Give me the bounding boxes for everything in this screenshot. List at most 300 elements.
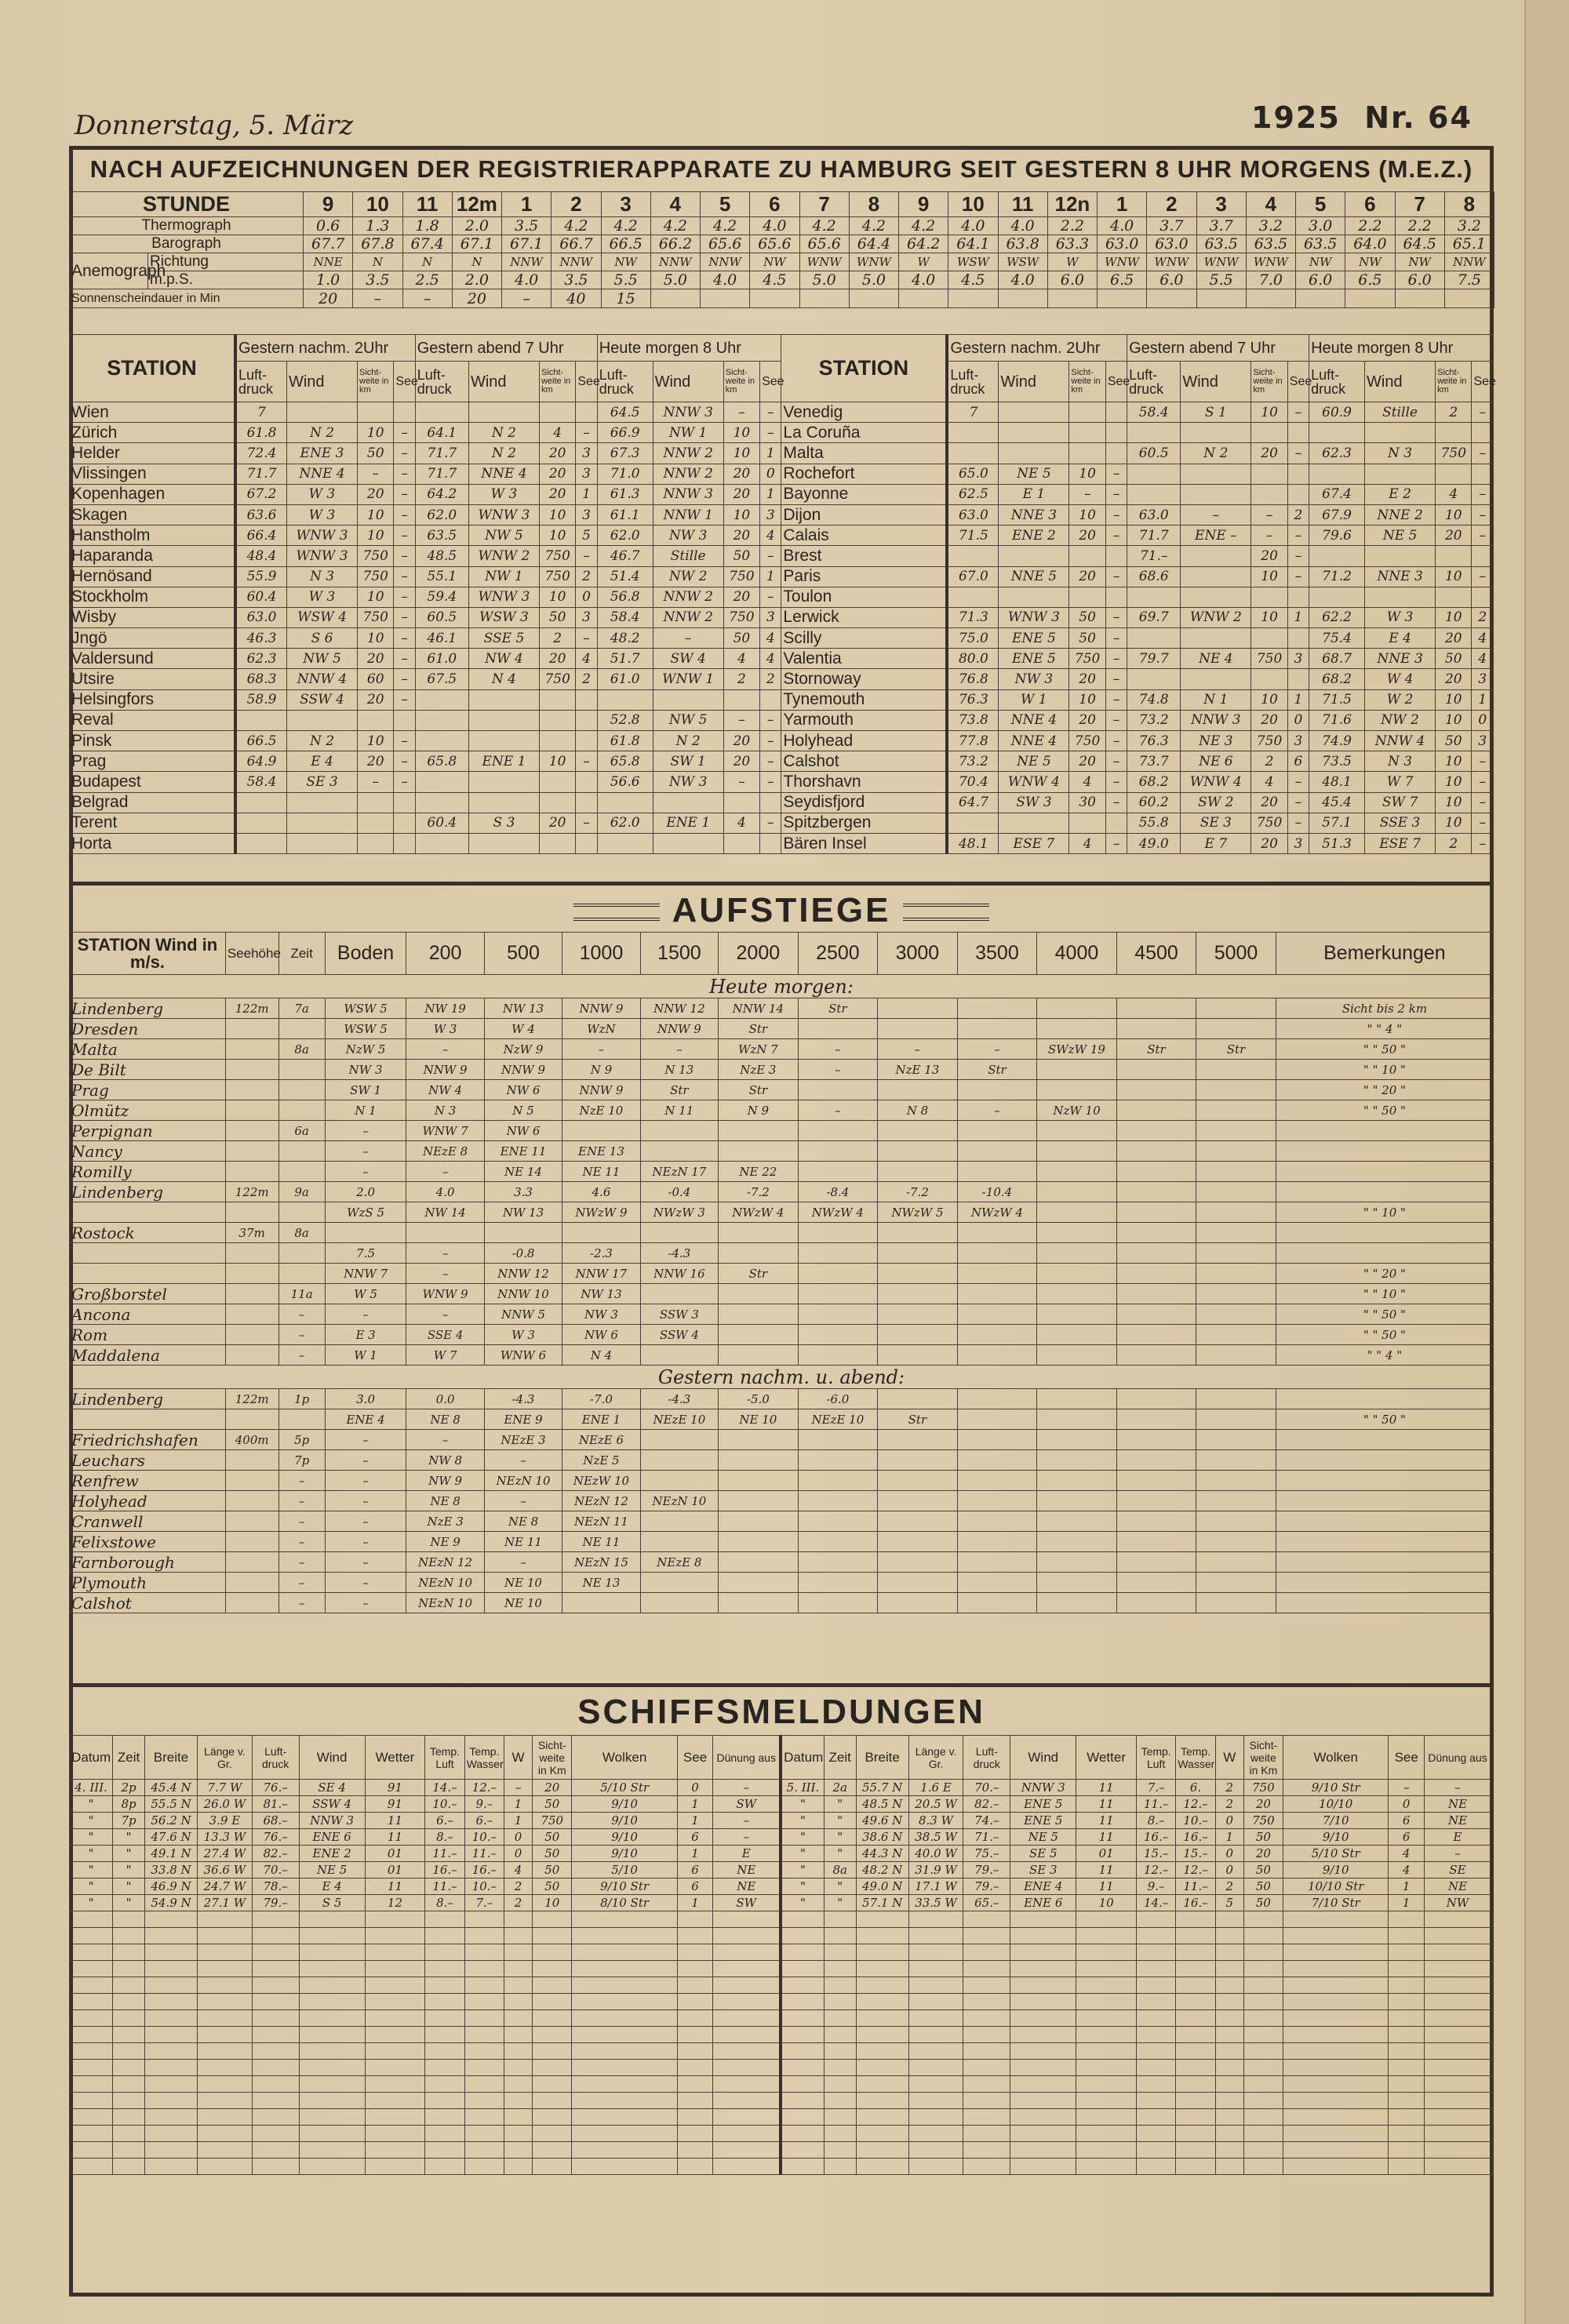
ascent-value — [1116, 1141, 1196, 1162]
ascent-value — [1037, 1409, 1117, 1430]
station-value: NNE 2 — [1365, 504, 1436, 525]
ship-value: 7.7 W — [198, 1780, 253, 1796]
ascent-value: NNW 5 — [484, 1304, 562, 1325]
station-value: WNW 3 — [468, 504, 539, 525]
ship-value: 2 — [504, 1878, 533, 1895]
ship-empty-cell — [1243, 2109, 1283, 2126]
station-value: 50 — [1436, 731, 1472, 751]
ascent-value — [1276, 1141, 1493, 1162]
ship-empty-cell — [198, 2109, 253, 2126]
ship-value: 0 — [1389, 1796, 1425, 1813]
ship-empty-cell — [713, 2109, 781, 2126]
ship-empty-cell — [113, 1928, 145, 1944]
ship-empty-cell — [1010, 2109, 1076, 2126]
ship-value: E — [1424, 1829, 1492, 1846]
sun-value — [849, 289, 898, 308]
ship-value: 10.– — [464, 1829, 504, 1846]
dir-value: WNW — [849, 253, 898, 271]
ship-empty-cell — [908, 2159, 963, 2175]
station-value — [576, 772, 597, 792]
ship-empty-cell — [1176, 1994, 1215, 2010]
ship-empty-cell — [299, 2043, 365, 2060]
ship-empty-cell — [113, 2142, 145, 2159]
station-value: – — [1105, 751, 1127, 772]
ascent-value: NNW 9 — [484, 1060, 562, 1080]
station-value: 750 — [539, 669, 575, 689]
station-value: 76.8 — [947, 669, 998, 689]
table-row — [70, 217, 1494, 235]
station-value — [1287, 669, 1309, 689]
station-value: E 2 — [1365, 484, 1436, 504]
station-value: 20 — [1069, 710, 1105, 730]
ship-empty-cell — [70, 1928, 113, 1944]
sub-header: Sicht-weite in km — [358, 362, 394, 402]
ascent-value: – — [878, 1039, 958, 1060]
station-value: NNE 4 — [468, 464, 539, 484]
ascent-value: – — [278, 1325, 325, 1345]
ship-empty-cell — [504, 1944, 533, 1961]
station-value: – — [760, 546, 781, 566]
ship-empty-cell — [113, 2076, 145, 2093]
aufstiege-table — [69, 932, 1494, 1613]
table-row — [70, 2093, 1493, 2109]
hour-cell: 2 — [552, 192, 601, 217]
station-value: 79.6 — [1309, 526, 1365, 546]
ascent-value: NEzE 10 — [798, 1409, 878, 1430]
ascent-value: -7.0 — [562, 1389, 640, 1409]
station-value: 56.6 — [597, 772, 653, 792]
ascent-value: – — [406, 1039, 484, 1060]
ascent-value: – — [325, 1491, 406, 1511]
schiff-block — [69, 1735, 1494, 2175]
ship-empty-cell — [1136, 2060, 1175, 2076]
sun-value — [1246, 289, 1295, 308]
station-value — [1127, 484, 1181, 504]
ascent-station: Lindenberg — [70, 1389, 226, 1409]
ship-value: – — [713, 1780, 781, 1796]
station-name: Valentia — [781, 649, 948, 669]
station-name: Belgrad — [70, 792, 236, 813]
station-value: N 4 — [468, 669, 539, 689]
ascent-value — [225, 1532, 278, 1552]
speed-value: 5.0 — [799, 271, 849, 289]
ascent-value — [225, 1202, 278, 1223]
ascent-value — [1276, 1121, 1493, 1141]
station-value: 60.5 — [415, 607, 468, 627]
sun-value — [650, 289, 700, 308]
ship-empty-cell — [1176, 1928, 1215, 1944]
station-name: Tynemouth — [781, 689, 948, 710]
station-value: – — [1105, 689, 1127, 710]
station-value — [286, 402, 357, 423]
station-value: NNE 3 — [1365, 566, 1436, 587]
ship-empty-cell — [144, 2027, 197, 2043]
ship-value: 11.– — [1176, 1878, 1215, 1895]
ascent-value — [225, 1162, 278, 1182]
ship-empty-cell — [1136, 1994, 1175, 2010]
ship-empty-cell — [144, 1911, 197, 1928]
ascent-value: Str — [640, 1080, 718, 1100]
station-value: – — [1105, 792, 1127, 813]
ship-empty-cell — [198, 1977, 253, 1994]
ascent-value — [1276, 1389, 1493, 1409]
ship-value: NE 5 — [299, 1862, 365, 1878]
ship-empty-cell — [425, 1911, 464, 1928]
ascent-value: 7a — [278, 998, 325, 1019]
ship-empty-cell — [1136, 2076, 1175, 2093]
ship-empty-cell — [70, 1961, 113, 1977]
ascent-value — [1116, 1345, 1196, 1366]
ship-empty-cell — [713, 1977, 781, 1994]
registry-table — [69, 191, 1494, 308]
station-value: 2 — [576, 669, 597, 689]
aufstiege-header: Bemerkungen — [1276, 933, 1493, 975]
ascent-value: -4.3 — [640, 1389, 718, 1409]
ship-empty-cell — [908, 2142, 963, 2159]
ship-empty-cell — [572, 1977, 677, 1994]
ascent-value — [798, 1471, 878, 1491]
hour-cell: 9 — [899, 192, 948, 217]
station-value: 71.7 — [235, 464, 286, 484]
ascent-station — [70, 1264, 226, 1284]
ship-empty-cell — [113, 1911, 145, 1928]
station-value: NNW 2 — [653, 464, 723, 484]
station-value: – — [394, 443, 415, 464]
ship-header: Wind — [1010, 1736, 1076, 1780]
table-row — [70, 731, 1494, 751]
station-value — [468, 792, 539, 813]
ship-empty-cell — [908, 2043, 963, 2060]
station-value: N 2 — [653, 731, 723, 751]
station-value — [1127, 423, 1181, 443]
station-value: S 6 — [286, 628, 357, 649]
station-value: – — [1472, 504, 1494, 525]
ascent-value — [1037, 1430, 1117, 1450]
ascent-value: NNW 14 — [719, 998, 799, 1019]
station-name: Horta — [70, 833, 236, 853]
station-value: 49.0 — [1127, 833, 1181, 853]
ascent-value: NE 10 — [484, 1593, 562, 1613]
ascent-value: – — [325, 1304, 406, 1325]
ship-value: 91 — [365, 1780, 425, 1796]
ship-empty-cell — [856, 2109, 908, 2126]
ascent-value — [878, 1019, 958, 1039]
station-value: 4 — [760, 526, 781, 546]
ascent-value — [225, 1141, 278, 1162]
ship-value: 17.1 W — [908, 1878, 963, 1895]
ascent-value — [1196, 1573, 1276, 1593]
ship-empty-cell — [677, 1928, 713, 1944]
ship-empty-cell — [1010, 1961, 1076, 1977]
ship-value: 3.9 E — [198, 1813, 253, 1829]
station-value — [1181, 464, 1251, 484]
station-value: 20 — [539, 813, 575, 833]
station-header: STATION — [781, 335, 948, 402]
ship-empty-cell — [1215, 2043, 1243, 2060]
station-value: 63.6 — [235, 504, 286, 525]
ascent-value — [1196, 1450, 1276, 1471]
ship-header: Datum — [781, 1736, 824, 1780]
ship-empty-cell — [1215, 1928, 1243, 1944]
ship-empty-cell — [824, 2109, 856, 2126]
ship-empty-cell — [504, 2126, 533, 2142]
thermo-value: 3.5 — [502, 217, 552, 235]
ship-empty-cell — [425, 1928, 464, 1944]
ascent-value — [640, 1450, 718, 1471]
ship-empty-cell — [252, 1994, 299, 2010]
station-value: 67.9 — [1309, 504, 1365, 525]
ascent-value — [798, 1141, 878, 1162]
ship-empty-cell — [781, 2126, 824, 2142]
station-value: 46.3 — [235, 628, 286, 649]
sub-header: See — [760, 362, 781, 402]
ship-value: 15.– — [1136, 1846, 1175, 1862]
ascent-value — [957, 1243, 1037, 1264]
ship-empty-cell — [70, 2093, 113, 2109]
ship-empty-cell — [144, 1961, 197, 1977]
station-value — [760, 689, 781, 710]
station-value: 750 — [723, 607, 759, 627]
station-value — [1181, 587, 1251, 607]
ascent-value: NE 10 — [719, 1409, 799, 1430]
station-value: 68.7 — [1309, 649, 1365, 669]
station-value: – — [1287, 772, 1309, 792]
ship-empty-cell — [1010, 2159, 1076, 2175]
station-value: – — [1287, 792, 1309, 813]
station-value — [358, 402, 394, 423]
station-value: – — [576, 423, 597, 443]
ship-empty-cell — [824, 2142, 856, 2159]
ship-empty-cell — [824, 1961, 856, 1977]
ascent-station: Romilly — [70, 1162, 226, 1182]
ship-empty-cell — [781, 2109, 824, 2126]
ship-empty-cell — [677, 2142, 713, 2159]
group-header: Gestern abend 7 Uhr — [415, 335, 597, 362]
ship-empty-cell — [677, 2076, 713, 2093]
station-value: 750 — [1069, 649, 1105, 669]
station-value — [235, 833, 286, 853]
ship-value: 79.– — [963, 1862, 1010, 1878]
ship-header: Zeit — [824, 1736, 856, 1780]
ascent-value: N 4 — [562, 1345, 640, 1366]
speed-value: 4.0 — [998, 271, 1047, 289]
table-row — [70, 1573, 1494, 1593]
ascent-value: NzW 10 — [1037, 1100, 1117, 1121]
ship-value: 9/10 — [1283, 1829, 1389, 1846]
station-value — [653, 689, 723, 710]
ascent-value: SSE 4 — [406, 1325, 484, 1345]
ship-empty-cell — [1176, 2142, 1215, 2159]
ascent-value: NEzE 10 — [640, 1409, 718, 1430]
ascent-value: – — [278, 1532, 325, 1552]
ascent-value: NW 9 — [406, 1471, 484, 1491]
sub-header: See — [1105, 362, 1127, 402]
station-value: 48.2 — [597, 628, 653, 649]
speed-value: 6.0 — [1047, 271, 1097, 289]
station-value: 80.0 — [947, 649, 998, 669]
ship-value: 2 — [1215, 1780, 1243, 1796]
ship-empty-cell — [504, 2027, 533, 2043]
hour-cell: 6 — [750, 192, 799, 217]
ship-empty-cell — [1076, 2109, 1137, 2126]
baro-value: 63.5 — [1296, 235, 1345, 253]
ascent-value: – — [640, 1039, 718, 1060]
station-value: 1 — [760, 484, 781, 504]
ascent-value: N 11 — [640, 1100, 718, 1121]
station-value: 1 — [760, 566, 781, 587]
ship-empty-cell — [299, 1928, 365, 1944]
station-value: 73.7 — [1127, 751, 1181, 772]
ascent-value: – — [325, 1141, 406, 1162]
station-value: – — [1287, 813, 1309, 833]
ship-value: 13.3 W — [198, 1829, 253, 1846]
table-row — [70, 1345, 1494, 1366]
ascent-value — [798, 1284, 878, 1304]
sun-value — [998, 289, 1047, 308]
ship-value: 2 — [1215, 1796, 1243, 1813]
ascent-value: NNW 16 — [640, 1264, 718, 1284]
ascent-station: Ancona — [70, 1304, 226, 1325]
evening-note: Gestern nachm. u. abend: — [70, 1366, 1494, 1389]
station-value: 73.8 — [947, 710, 998, 730]
station-value: – — [1069, 484, 1105, 504]
dir-value: NW — [1296, 253, 1345, 271]
ascent-value — [798, 1121, 878, 1141]
station-value — [723, 689, 759, 710]
ship-empty-cell — [572, 2159, 677, 2175]
station-value: WNW 2 — [1181, 607, 1251, 627]
ship-empty-cell — [504, 2060, 533, 2076]
station-value: 67.5 — [415, 669, 468, 689]
station-value: 20 — [1069, 566, 1105, 587]
table-row — [70, 253, 1494, 271]
station-value: W 4 — [1365, 669, 1436, 689]
ascent-value — [1196, 1202, 1276, 1223]
station-value: 62.3 — [1309, 443, 1365, 464]
speed-value: 6.5 — [1345, 271, 1395, 289]
ascent-value: W 3 — [406, 1019, 484, 1039]
ascent-value — [1196, 1532, 1276, 1552]
ship-empty-cell — [908, 1961, 963, 1977]
station-value: 48.4 — [235, 546, 286, 566]
station-value: 20 — [1251, 833, 1287, 853]
ship-value: 0 — [1215, 1846, 1243, 1862]
ship-empty-cell — [713, 1961, 781, 1977]
ship-empty-cell — [365, 2010, 425, 2027]
station-value: WSW 3 — [468, 607, 539, 627]
ascent-value — [878, 1264, 958, 1284]
ship-empty-cell — [1283, 2010, 1389, 2027]
station-value: 750 — [358, 546, 394, 566]
station-value — [1251, 587, 1287, 607]
ship-value: 9/10 — [572, 1846, 677, 1862]
ship-value: 7p — [113, 1813, 145, 1829]
ascent-value: SWzW 19 — [1037, 1039, 1117, 1060]
ship-empty-cell — [198, 1928, 253, 1944]
station-value: Stille — [1365, 402, 1436, 423]
station-value: 10 — [1436, 772, 1472, 792]
table-row — [70, 1994, 1493, 2010]
table-row — [70, 335, 1494, 362]
ship-empty-cell — [1010, 1911, 1076, 1928]
station-value — [1251, 669, 1287, 689]
ascent-value — [1196, 1552, 1276, 1573]
ship-empty-cell — [1389, 1977, 1425, 1994]
thermo-value: 0.6 — [304, 217, 353, 235]
ascent-value — [1196, 1304, 1276, 1325]
station-value: 64.1 — [415, 423, 468, 443]
ascent-value: " " 10 " — [1276, 1060, 1493, 1080]
ship-value: 50 — [1243, 1878, 1283, 1895]
ascent-value — [640, 1573, 718, 1593]
station-value: 10 — [539, 587, 575, 607]
station-value: 3 — [576, 607, 597, 627]
ascent-value: Str — [719, 1019, 799, 1039]
sub-header: Sicht-weite in km — [723, 362, 759, 402]
dir-value: N — [402, 253, 452, 271]
station-value: SW 7 — [1365, 792, 1436, 813]
ship-value: 50 — [1243, 1862, 1283, 1878]
ship-value: 0 — [1215, 1813, 1243, 1829]
baro-value: 64.0 — [1345, 235, 1395, 253]
ship-empty-cell — [963, 1944, 1010, 1961]
station-value: 71.6 — [1309, 710, 1365, 730]
ascent-value — [878, 1593, 958, 1613]
station-value: – — [760, 402, 781, 423]
station-value: NW 2 — [1365, 710, 1436, 730]
ascent-value — [225, 1325, 278, 1345]
station-value: 67.0 — [947, 566, 998, 587]
ship-value: 6 — [1389, 1829, 1425, 1846]
hour-cell: 12m — [452, 192, 501, 217]
station-value — [1472, 587, 1494, 607]
ship-empty-cell — [1176, 2027, 1215, 2043]
station-name: Bären Insel — [781, 833, 948, 853]
ascent-value — [1037, 1223, 1117, 1243]
station-value — [358, 813, 394, 833]
ship-value: 7/10 Str — [1283, 1895, 1389, 1911]
station-value: ENE 2 — [999, 526, 1069, 546]
ship-value: 2 — [1215, 1878, 1243, 1895]
station-value: 71.5 — [947, 526, 998, 546]
ship-empty-cell — [781, 2060, 824, 2076]
station-name: Pinsk — [70, 731, 236, 751]
station-value — [539, 689, 575, 710]
ascent-value: NNW 9 — [562, 998, 640, 1019]
ship-value: 12.– — [1176, 1796, 1215, 1813]
ship-value: 54.9 N — [144, 1895, 197, 1911]
ascent-value — [640, 1223, 718, 1243]
thermo-value: 3.7 — [1147, 217, 1196, 235]
station-value: 20 — [1069, 526, 1105, 546]
ascent-value — [957, 1389, 1037, 1409]
ship-empty-cell — [856, 2060, 908, 2076]
station-value: – — [394, 423, 415, 443]
ship-empty-cell — [1243, 1944, 1283, 1961]
ascent-value: NNW 10 — [484, 1284, 562, 1304]
station-value — [1365, 587, 1436, 607]
station-value: 750 — [539, 566, 575, 587]
ship-header: Wolken — [1283, 1736, 1389, 1780]
station-value: 750 — [1436, 443, 1472, 464]
ascent-value — [278, 1264, 325, 1284]
station-name: Seydisfjord — [781, 792, 948, 813]
station-value: 20 — [1251, 710, 1287, 730]
station-value: 65.8 — [597, 751, 653, 772]
baro-value: 64.5 — [1395, 235, 1444, 253]
station-value: 66.5 — [235, 731, 286, 751]
station-value — [653, 792, 723, 813]
